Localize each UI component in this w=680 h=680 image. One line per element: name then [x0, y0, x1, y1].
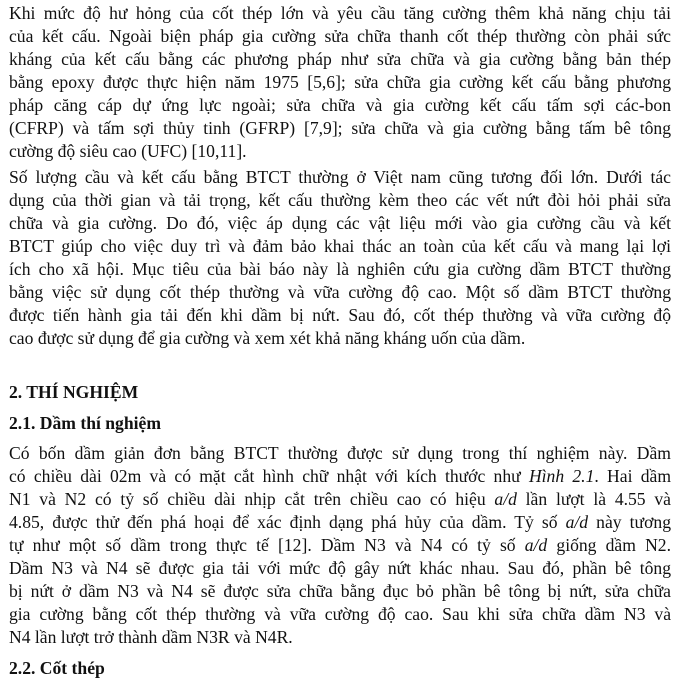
text-segment: của kết cấu. Ngoài biện pháp gia cường sửa chữa thanh cốt thép thường còn phải sức	[9, 26, 671, 46]
text-line	[9, 71, 671, 94]
text-line	[9, 511, 671, 534]
text-segment: lần lượt là 4.55 và	[516, 489, 671, 509]
text-line	[9, 117, 671, 140]
text-segment: gia cường bằng cốt thép thường và vữa cường độ cao. Sau khi sửa chữa dầm N3 và	[9, 604, 671, 624]
text-segment: có chiều dài 02m và có mặt cắt hình chữ nhật với kích thước như	[9, 466, 529, 486]
text-segment: giống dầm N2.	[547, 535, 671, 555]
text-segment: N1 và N2 có tỷ số chiều dài nhịp cắt trên chiều cao có hiệu	[9, 489, 495, 509]
subsection-heading-beams: 2.1. Dầm thí nghiệm	[9, 413, 161, 433]
text-line	[9, 166, 671, 189]
text-line	[9, 534, 671, 557]
paragraph-objective	[9, 166, 671, 350]
italic-term: a/d	[565, 512, 589, 532]
text-line	[9, 94, 671, 117]
text-segment: Khi mức độ hư hỏng của cốt thép lớn và yêu cầu tăng cường thêm khả năng chịu tải	[9, 3, 671, 23]
text-segment: BTCT giúp cho việc duy trì và đảm bảo khai thác an toàn của kết cấu và mang lại lợi	[9, 236, 671, 256]
text-line	[9, 304, 671, 327]
text-line	[9, 603, 671, 626]
italic-term: a/d	[524, 535, 548, 555]
text-segment: tự như một số dầm trong thực tế [12]. Dầm N3 và N4 có tỷ số	[9, 535, 525, 555]
text-segment: N4 lần lượt trở thành dầm N3R và N4R.	[9, 627, 293, 647]
text-segment: cao được sử dụng để gia cường và xem xét khả năng kháng uốn của dầm.	[9, 328, 526, 348]
text-line	[9, 488, 671, 511]
document-page	[9, 2, 671, 680]
text-line	[9, 442, 671, 465]
text-segment: bằng epoxy được thực hiện năm 1975 [5,6]; sửa chữa gia cường kết cấu bằng phương	[9, 72, 671, 92]
text-line	[9, 25, 671, 48]
paragraph-test-beams	[9, 442, 671, 649]
text-segment: cường độ siêu cao (UFC) [10,11].	[9, 141, 247, 161]
text-line	[9, 212, 671, 235]
text-line	[9, 189, 671, 212]
text-line	[9, 2, 671, 25]
subsection-heading-reinforcement: 2.2. Cốt thép	[9, 658, 105, 678]
text-line	[9, 626, 671, 649]
text-line	[9, 258, 671, 281]
text-line	[9, 580, 671, 603]
text-segment: Dầm N3 và N4 sẽ được gia tải với mức độ gây nứt khác nhau. Sau đó, phần bê tông	[9, 558, 671, 578]
text-line	[9, 465, 671, 488]
text-segment: Số lượng cầu và kết cấu bằng BTCT thường ở Việt nam cũng tương đối lớn. Dưới tác	[9, 167, 671, 187]
text-line	[9, 281, 671, 304]
text-line	[9, 235, 671, 258]
text-segment: . Hai dầm	[594, 466, 672, 486]
section-heading: 2. THÍ NGHIỆM	[9, 382, 139, 402]
text-segment: được tiến hành gia tải đến khi dầm bị nứt. Sau đó, cốt thép thường và vữa cường độ	[9, 305, 671, 325]
text-segment: ích cho xã hội. Mục tiêu của bài báo này là nghiên cứu gia cường dầm BTCT thường	[9, 259, 671, 279]
text-segment: 4.85, được thử đến phá hoại để xác định dạng phá hủy của dầm. Tỷ số	[9, 512, 566, 532]
text-line	[9, 48, 671, 71]
text-segment: này tương	[588, 512, 671, 532]
text-line	[9, 327, 671, 350]
text-segment: kháng của kết cấu bằng các phương pháp như sửa chữa và gia cường bằng bản thép	[9, 49, 671, 69]
text-segment: chữa và gia cường. Do đó, việc áp dụng các vật liệu mới vào gia cường cầu và kết	[9, 213, 671, 233]
italic-term: Hình 2.1	[528, 466, 595, 486]
text-line	[9, 140, 671, 163]
text-segment: pháp căng cáp dự ứng lực ngoài; sửa chữa và gia cường kết cấu tấm sợi các-bon	[9, 95, 671, 115]
paragraph-repair-methods	[9, 2, 671, 163]
italic-term: a/d	[494, 489, 517, 509]
text-segment: bị nứt ở dầm N3 và N4 sẽ được sửa chữa bằng đục bỏ phần bê tông bị nứt, sửa chữa	[9, 581, 671, 601]
text-segment: dụng của thời gian và tải trọng, kết cấu thường kèm theo các vết nứt đòi hỏi phải sửa	[9, 190, 671, 210]
text-segment: (CFRP) và tấm sợi thủy tinh (GFRP) [7,9]; sửa chữa và gia cường bằng tấm bê tông	[9, 118, 671, 138]
text-segment: Có bốn dầm giản đơn bằng BTCT thường được sử dụng trong thí nghiệm này. Dầm	[9, 443, 671, 463]
text-segment: bằng việc sử dụng cốt thép thường và vữa cường độ cao. Một số dầm BTCT thường	[9, 282, 671, 302]
text-line	[9, 557, 671, 580]
